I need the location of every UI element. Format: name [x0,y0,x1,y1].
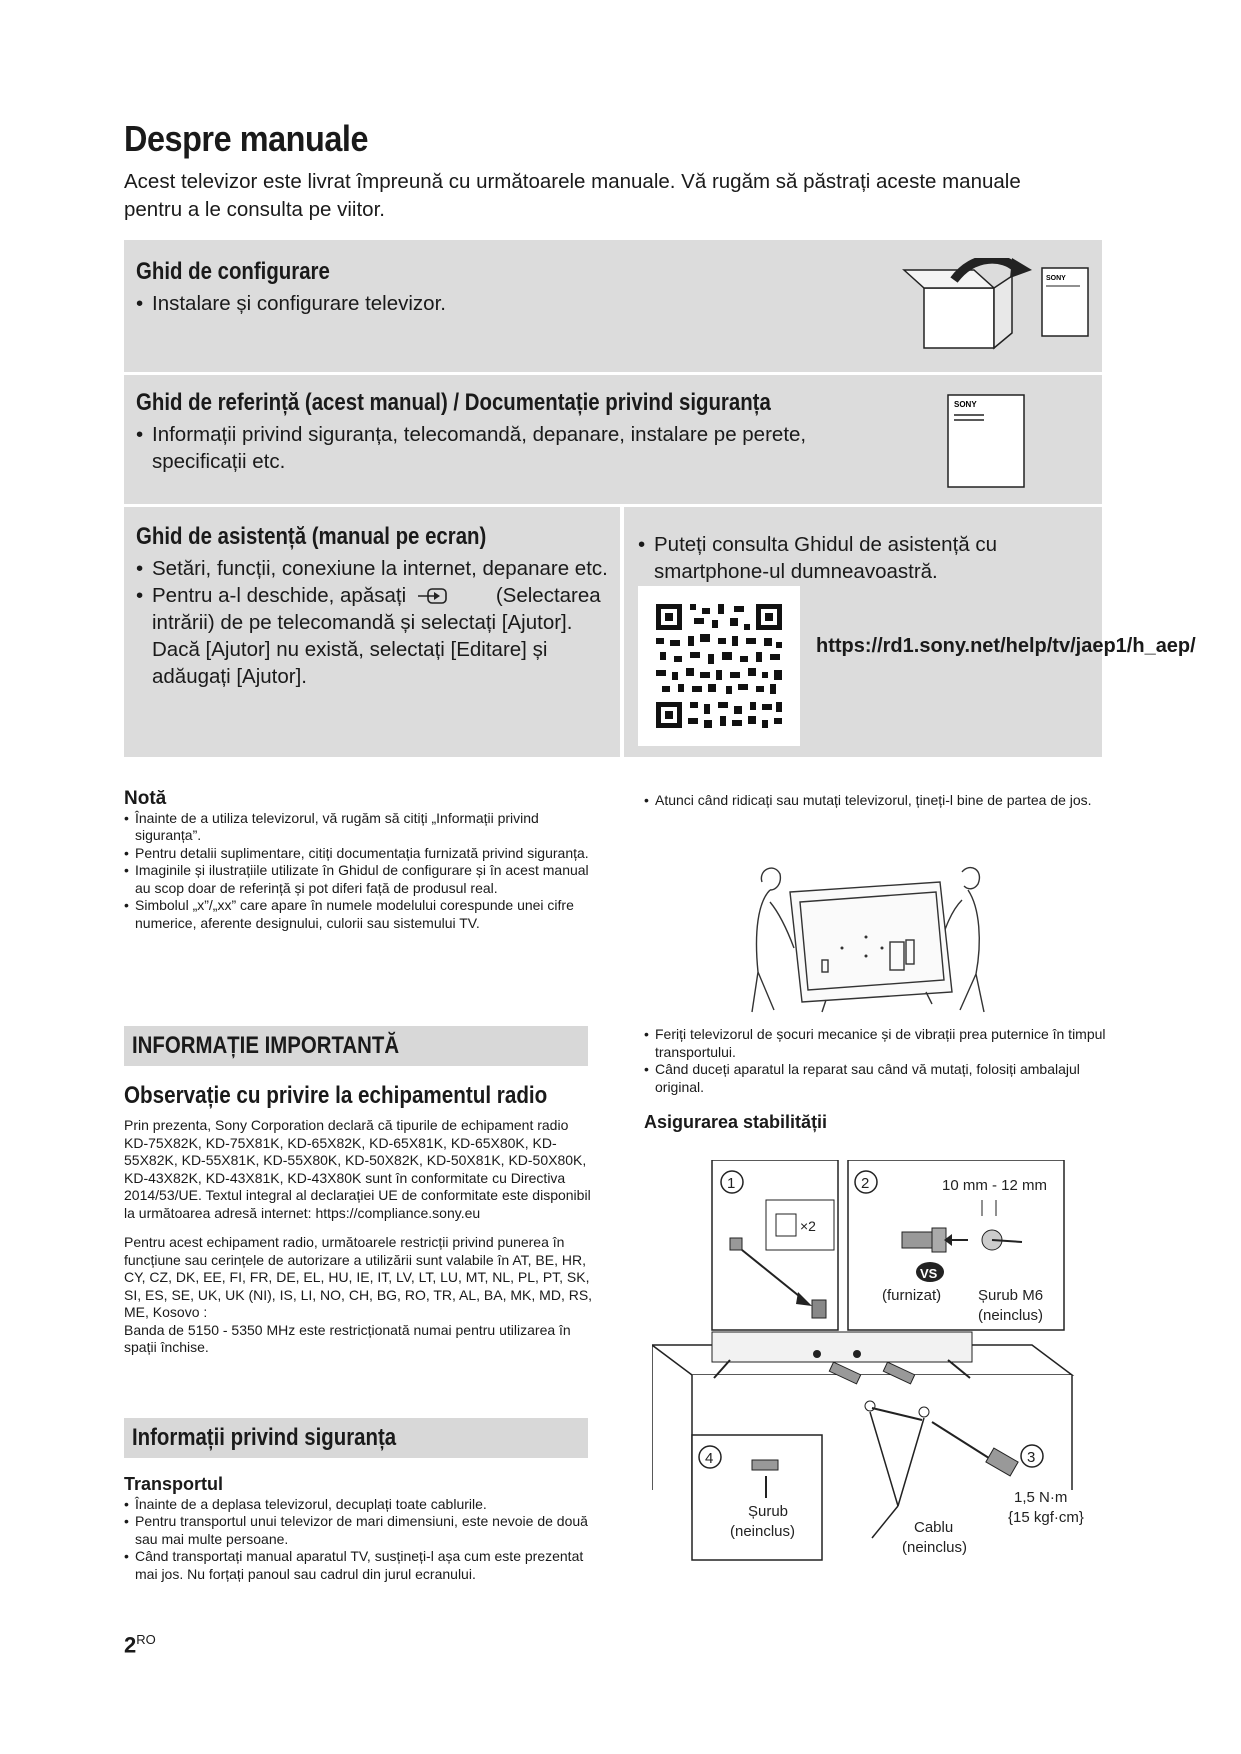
stability-title: Asigurarea stabilității [644,1112,828,1132]
help-url[interactable]: https://rd1.sony.net/help/tv/jaep1/h_aep/ [816,635,1196,657]
screw-m6-label: Șurub M6 [978,1287,1044,1304]
stability-diagram [652,1160,1092,1565]
torque-label: 1,5 N·m [1014,1489,1068,1506]
help-guide-item: • Setări, funcții, conexiune la internet, depanare etc. [136,555,612,582]
sony-label-small: SONY [1046,275,1066,282]
setup-guide-item: • Instalare și configurare televizor. [136,290,446,317]
sony-label: SONY [954,400,977,409]
transport-item: • Pentru transportul unui televizor de mari dimensiuni, este nevoie de două sau mai multe persoane. [124,1513,592,1548]
screw-neinclus-label: (neinclus) [730,1523,796,1540]
radio-equipment-title: Observație cu privire la echipamentul radio [124,1082,548,1109]
torque-kgf-label: {15 kgf·cm} [1008,1509,1084,1526]
help-guide-box [124,507,620,757]
reference-guide-box [124,375,1102,504]
input-select-icon [416,587,454,605]
step-1-label: 1 [727,1175,736,1192]
radio-paragraph: Pentru acest echipament radio, următoarele restricții privind punerea în funcțiune sau cerințele de autorizare a utilizării sunt valabile în AT, BE, HR, CY, CZ, DK, EE, FI, FR, DE, EL, HU, IE, IT, LV, LT, LU, MT, NL, PL, PT, SK, SI, ES, SE, UK, UK (NI), IS, LI, NO, CH, BG, RO, TR, AL, BA, MK, MD, RS, ME, Kosovo : [124,1234,593,1320]
nota-title: Notă [124,788,167,809]
nota-item: • Înainte de a utiliza televizorul, vă rugăm să citiți „Informații privind siguranța”. [124,810,592,845]
intro-text: Acest televizor este livrat împreună cu următoarele manuale. Vă rugăm să păstrați aceste manuale pentru a le consulta pe viitor. [124,170,1021,221]
lift-note [644,790,1106,810]
manual-booklet-illustration [946,393,1028,491]
page-title: Despre manuale [124,118,369,159]
step-4-label: 4 [705,1450,714,1467]
dimension-label: 10 mm - 12 mm [942,1177,1048,1194]
step-3-label: 3 [1027,1449,1036,1466]
cable-label: Cablu [914,1519,954,1536]
lift-item: • Atunci când ridicați sau mutați televizorul, țineți-l bine de partea de jos. [644,792,1106,810]
nota-item: • Imaginile și ilustrațiile utilizate în Ghidul de configurare și în acest manual au scop doar de referință și pot diferi față de produsul real. [124,862,592,897]
screw-label: Șurub [748,1503,789,1520]
box-unpack-illustration [894,258,1094,358]
important-info-title: INFORMAȚIE IMPORTANTĂ [132,1032,400,1059]
radio-paragraph: Banda de 5150 - 5350 MHz este restricționată numai pentru utilizarea în spații închise. [124,1321,571,1355]
step-2-label: 2 [861,1175,870,1192]
neinclus-label: (neinclus) [978,1307,1044,1324]
tv-carry-illustration [740,852,990,1017]
shock-notes [644,1024,1106,1096]
help-guide-open-item: • Pentru a-l deschide, apăsați (Selectarea intrării) de pe telecomandă și selectați [Ajutor]. Dacă [Ajutor] nu există, selectați [Editare] și adăugați [Ajutor]. [136,582,612,690]
page-number: $2^{RO}$ [124,1632,156,1658]
setup-guide-box [124,240,1102,372]
radio-paragraph: Prin prezenta, Sony Corporation declară că tipurile de echipament radio KD-75X82K, KD-75X81K, KD-65X82K, KD-65X81K, KD-65X80K, KD-55X82K, KD-55X81K, KD-55X80K, KD-50X82K, KD-50X81K, KD-50X80K, KD-43X82K, KD-43X81K, KD-43X80K sunt în conformitate cu Directiva 2014/53/UE. Textul integral al declarației UE de conformitate este disponibil la următoarea adresă internet: https://compliance.sony.eu [124,1117,591,1221]
transport-item: • Când transportați manual aparatul TV, susțineți-l așa cum este prezentat mai jos. Nu forțați panoul sau cadrul din jurul ecranului. [124,1548,592,1583]
vs-label: VS [920,1266,938,1281]
safety-info-title: Informații privind siguranța [132,1424,397,1451]
important-info-bar [124,1026,588,1066]
help-guide-title: Ghid de asistență (manual pe ecran) [136,523,487,550]
nota-section [124,790,592,932]
reference-guide-title: Ghid de referință (acest manual) / Documentație privind siguranța [136,389,771,416]
safety-info-bar [124,1418,588,1458]
shock-item: • Feriți televizorul de șocuri mecanice și de vibrații prea puternice în timpul transportului. [644,1026,1106,1061]
furnizat-label: (furnizat) [882,1287,942,1304]
qr-code[interactable] [638,586,800,746]
nota-item: • Simbolul „x”/„xx” care apare în numele modelului corespunde unei cifre numerice, aferente designului, culorii sau sistemului TV. [124,897,592,932]
transport-section [124,1476,592,1583]
cable-neinclus-label: (neinclus) [902,1539,968,1556]
radio-equipment-text [124,1117,596,1357]
transport-title: Transportul [124,1474,224,1494]
nota-item: • Pentru detalii suplimentare, citiți documentația furnizată privind siguranța. [124,845,592,863]
setup-guide-title: Ghid de configurare [136,258,330,285]
smartphone-item: • Puteți consulta Ghidul de asistență cu smartphone-ul dumneavoastră. [638,531,1088,585]
reference-guide-item: • Informații privind siguranța, telecomandă, depanare, instalare pe perete, specificații etc. [136,421,826,475]
qty-label: ×2 [800,1218,816,1234]
transport-item: • Înainte de a deplasa televizorul, decuplați toate cablurile. [124,1496,592,1514]
shock-item: • Când duceți aparatul la reparat sau când vă mutați, folosiți ambalajul original. [644,1061,1106,1096]
